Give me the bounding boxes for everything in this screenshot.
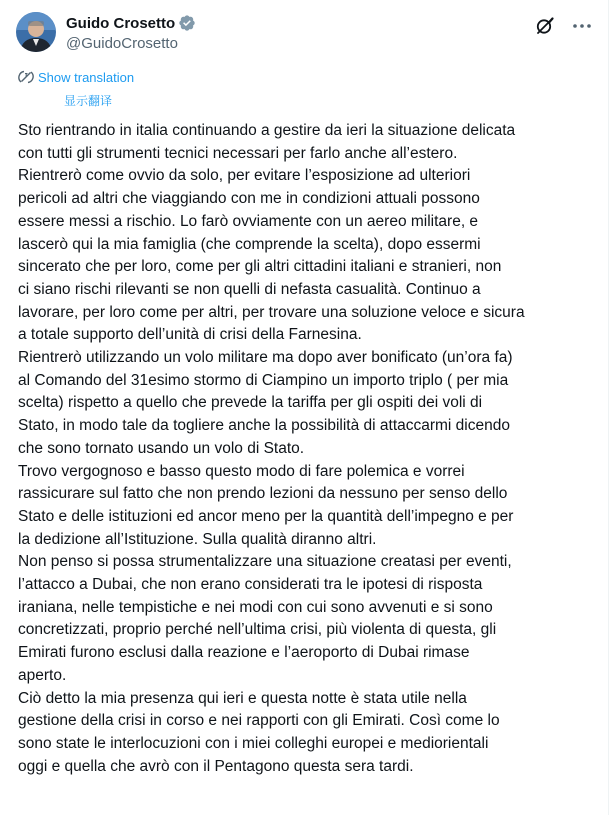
tweet-text-line: che sono tornato usando un volo di Stato. — [18, 439, 305, 457]
tweet-text-line: con tutti gli strumenti tecnici necessari per farlo anche all’estero. — [18, 144, 458, 162]
tweet-text-line: Trovo vergognoso e basso questo modo di fare polemica e vorrei — [18, 462, 465, 480]
tweet-text-line: Non penso si possa strumentalizzare una situazione creatasi per eventi, — [18, 553, 512, 571]
show-translation-cn-label[interactable]: 显示翻译 — [64, 94, 113, 108]
avatar-photo — [16, 12, 56, 52]
tweet-text-line: Stato, in modo tale da togliere anche la possibilità di attaccarmi dicendo — [18, 417, 510, 435]
translation-row — [18, 69, 134, 85]
handle[interactable]: @GuidoCrosetto — [66, 35, 178, 52]
tweet-text-line: ci siano rischi rilevanti se non quelli di nefasta casualità. Continuo a — [18, 280, 481, 298]
tweet-text — [18, 120, 590, 778]
grok-icon[interactable] — [535, 16, 555, 36]
tweet-text-line: Rientrerò come ovvio da solo, per evitare l’esposizione ad ulteriori — [18, 167, 471, 185]
avatar[interactable] — [16, 12, 56, 52]
tweet-text-line: l’attacco a Dubai, che non erano considerati tra le ipotesi di risposta — [18, 576, 483, 594]
tweet-text-line: Ciò detto la mia presenza qui ieri e questa notte è stata utile nella — [18, 689, 467, 707]
tweet-text-line: Stato e delle istituzioni ed ancor meno per la quantità dell’impegno e per — [18, 507, 514, 525]
verified-badge-icon[interactable] — [178, 14, 196, 32]
tweet-text-line: gestione della crisi in corso e nei rapporti con gli Emirati. Così come lo — [18, 712, 500, 730]
tweet-text-line: iraniana, nelle tempistiche e nei modi con cui sono avvenuti e si sono — [18, 598, 493, 616]
author-names — [66, 13, 196, 52]
tweet-text-line: Rientrerò utilizzando un volo militare ma dopo aver bonificato (un’ora fa) — [18, 349, 513, 367]
tweet-text-line: la dedizione all’Istituzione. Sulla qualità diranno altri. — [18, 530, 377, 548]
tweet-text-line: pericoli ad altri che viaggiando con me in condizioni attuali possono — [18, 190, 480, 208]
tweet-text-line: sono state le interlocuzioni con i miei colleghi europei e mediorientali — [18, 734, 489, 752]
display-name-row — [66, 13, 196, 33]
translate-icon — [18, 69, 34, 85]
tweet-text-line: a totale supporto dell’unità di crisi della Farnesina. — [18, 326, 362, 344]
show-translation-link[interactable]: Show translation — [38, 69, 135, 85]
display-name[interactable]: Guido Crosetto — [66, 14, 176, 32]
tweet-text-line: sincerato che per loro, come per gli altri cittadini italiani e stranieri, non — [18, 258, 502, 276]
tweet-text-line: scelta) rispetto a quello che prevede la tariffa per gli ospiti dei voli di — [18, 394, 483, 412]
tweet-text-line: concretizzati, proprio perché nell’ultima crisi, più violenta di questa, gli — [18, 621, 497, 639]
tweet-text-line: lavorare, per loro come per altri, per trovare una soluzione veloce e sicura — [18, 303, 525, 321]
tweet-text-line: al Comando del 31esimo stormo di Ciampino un importo triplo ( per mia — [18, 371, 509, 389]
tweet-text-line: rassicurare sul fatto che non prendo lezioni da nessuno per senso dello — [18, 485, 508, 503]
tweet-text-line: aperto. — [18, 666, 67, 684]
tweet-header — [16, 12, 593, 56]
tweet-text-line: oggi e quella che avrò con il Pentagono questa sera tardi. — [18, 757, 414, 775]
tweet-text-line: Emirati furono esclusi dalla reazione e l’aeroporto di Dubai rimase — [18, 644, 470, 662]
tweet-text-line: essere messi a rischio. Lo farò ovviamente con un aereo militare, e — [18, 212, 479, 230]
tweet-text-line: Sto rientrando in italia continuando a gestire da ieri la situazione delicata — [18, 122, 516, 139]
tweet-text-line: lascerò qui la mia famiglia (che comprende la scelta), dopo essermi — [18, 235, 481, 253]
more-options-icon[interactable] — [571, 16, 593, 36]
